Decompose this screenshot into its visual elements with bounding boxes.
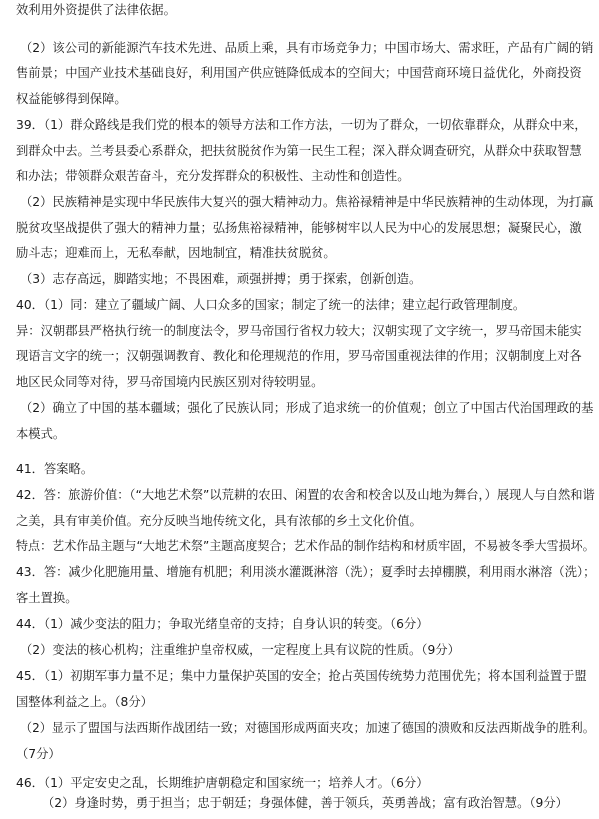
text-line: 脱贫攻坚战提供了强大的精神力量；弘扬焦裕禄精神，能够树牢以人民为中心的发展思想；凝聚民心，激 (16, 221, 582, 235)
text-line: 43．答：减少化肥施用量、增施有机肥；利用淡水灌溉淋溶（洗）；夏季时去掉棚膜，利用雨水淋溶（洗）； (16, 565, 596, 579)
text-line: （2）该公司的新能源汽车技术先进、品质上乘，具有市场竞争力；中国市场大、需求旺，产品有广阔的销 (20, 41, 594, 55)
text-line: 39．（1）群众路线是我们党的根本的领导方法和工作方法，一切为了群众，一切依靠群众，从群众中来， (16, 118, 587, 132)
text-line: （2）确立了中国的基本疆域；强化了民族认同；形成了追求统一的价值观；创立了中国古代治国理政的基 (20, 401, 594, 415)
text-line: 异：汉朝郡县严格执行统一的制度法令，罗马帝国行省权力较大；汉朝实现了文字统一，罗马帝国未能实 (16, 324, 582, 338)
text-line: 客土置换。 (16, 591, 78, 605)
text-line: 41．答案略。 (16, 462, 94, 476)
text-line: （7分） (16, 747, 61, 761)
text-line: 本模式。 (16, 427, 66, 441)
text-line: （2）民族精神是实现中华民族伟大复兴的强大精神动力。焦裕禄精神是中华民族精神的生动体现，为打赢 (20, 195, 594, 209)
text-line: 45．（1）初期军事力量不足；集中力量保护英国的安全；抢占英国传统势力范围优先；将本国利益置于盟 (16, 669, 587, 683)
text-line: 效利用外资提供了法律依据。 (16, 3, 176, 17)
text-line: 售前景；中国产业技术基础良好，利用国产供应链降低成本的空间大；中国营商环境日益优化，外商投资 (16, 66, 582, 80)
text-line: 40．（1）同：建立了疆域广阔、人口众多的国家；制定了统一的法律；建立起行政管理制度。 (16, 298, 526, 312)
text-line: （2）变法的核心机构；注重维护皇帝权威，一定程度上具有议院的性质。（9分） (20, 643, 460, 657)
text-line: （2）身逢时势，勇于担当；忠于朝廷；身强体健，善于领兵，英勇善战；富有政治智慧。（9分） (42, 796, 568, 810)
text-line: （2）显示了盟国与法西斯作战团结一致；对德国形成两面夹攻；加速了德国的溃败和反法西斯战争的胜利。 (20, 721, 595, 735)
text-line: 特点：艺术作品主题与“大地艺术祭”主题高度契合；艺术作品的制作结构和材质牢固，不易被冬季大雪损坏。 (16, 539, 595, 553)
text-line: 42．答：旅游价值：（“大地艺术祭”以荒耕的农田、闲置的农舍和校舍以及山地为舞台，）展现人与自然和谐 (16, 488, 595, 502)
text-line: 权益能够得到保障。 (16, 92, 127, 106)
text-line: 国整体利益之上。（8分） (16, 695, 153, 709)
text-line: 现语言文字的统一；汉朝强调教育、教化和伦理规范的作用，罗马帝国重视法律的作用；汉朝制度上对各 (16, 349, 582, 363)
text-line: 44．（1）减少变法的阻力；争取光绪皇帝的支持；自身认识的转变。（6分） (16, 617, 429, 631)
text-line: 之美，具有审美价值。充分反映当地传统文化，具有浓郁的乡土文化价值。 (16, 514, 422, 528)
text-line: 励斗志；迎难而上，无私奉献，因地制宜，精准扶贫脱贫。 (16, 246, 336, 260)
text-line: （3）志存高远，脚踏实地；不畏困难，顽强拼搏；勇于探索，创新创造。 (20, 272, 422, 286)
text-line: 地区民众同等对待，罗马帝国境内民族区别对待较明显。 (16, 375, 324, 389)
text-line: 46．（1）平定安史之乱，长期维护唐朝稳定和国家统一；培养人才。（6分） (16, 776, 429, 790)
text-line: 到群众中去。兰考县委心系群众，把扶贫脱贫作为第一民生工程；深入群众调查研究，从群众中获取智慧 (16, 144, 582, 158)
text-line: 和办法；带领群众艰苦奋斗，充分发挥群众的积极性、主动性和创造性。 (16, 169, 410, 183)
